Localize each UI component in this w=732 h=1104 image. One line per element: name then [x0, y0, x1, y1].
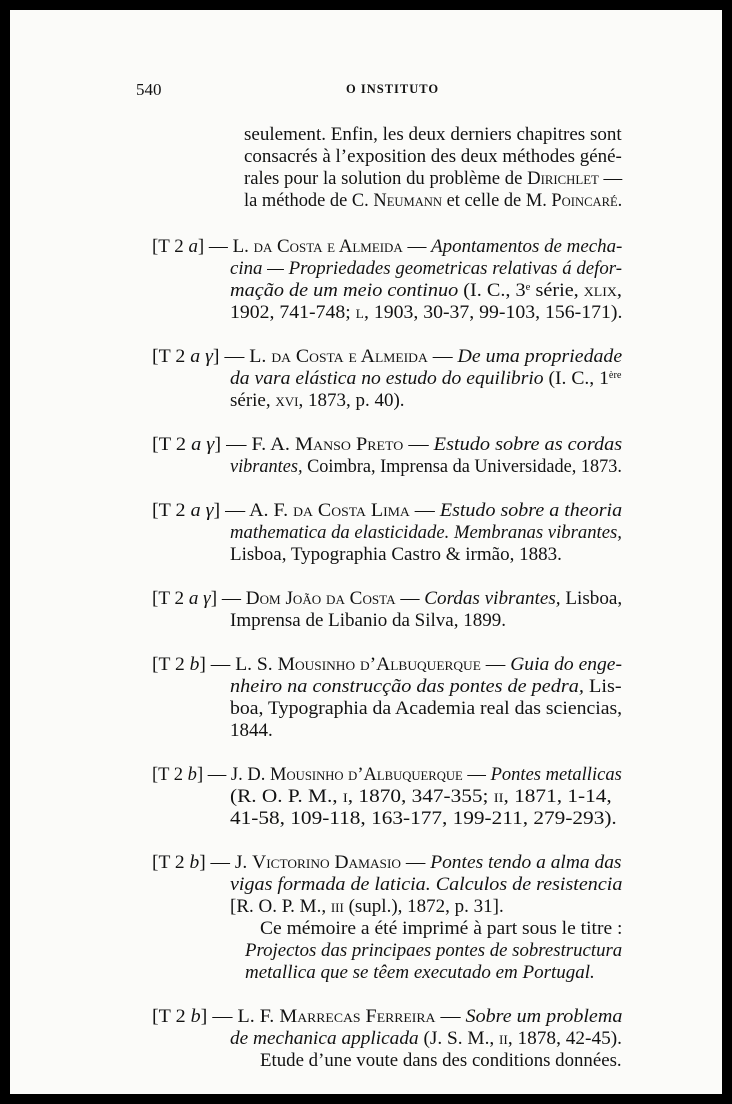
text-line: [152, 236, 622, 258]
text-run: iii: [330, 896, 344, 917]
text-run: , 1871, 1-14,: [503, 786, 612, 807]
text-run: —: [401, 852, 431, 873]
text-run: [T 2: [152, 764, 188, 785]
text-run: , 1878, 42-45).: [507, 1028, 622, 1049]
text-run: ] — L. F.: [200, 1006, 280, 1027]
text-run: seulement. Enfin, les deux derniers chapitres sont: [244, 124, 622, 145]
text-run: —: [409, 500, 440, 521]
text-run: —: [598, 168, 623, 189]
text-run: da Costa Lima: [293, 500, 410, 521]
text-run: ii: [493, 786, 504, 807]
text-run: la méthode de C.: [244, 190, 374, 211]
text-run: 1902, 741-748;: [230, 302, 356, 323]
text-run: Apontamentos de mecha-: [431, 236, 623, 257]
text-line: [230, 544, 562, 566]
text-line: [152, 434, 622, 456]
text-line: [230, 786, 612, 808]
text-run: [T 2: [152, 236, 189, 257]
text-run: Dom João da Costa: [245, 588, 396, 609]
text-run: Neumann: [373, 190, 442, 211]
text-run: Dirichlet: [527, 168, 599, 189]
text-line: [245, 962, 595, 984]
text-line: [260, 918, 622, 940]
text-run: mathematica da elasticidade. Membranas vibrantes,: [230, 522, 622, 543]
text-line: [230, 522, 622, 544]
text-run: —: [395, 588, 425, 609]
text-line: [244, 146, 622, 168]
page-header: [136, 80, 586, 104]
text-line: [230, 302, 622, 324]
text-run: ] —: [210, 588, 246, 609]
text-run: Manso Preto: [295, 434, 404, 455]
text-run: boa, Typographia da Academia real das sciencias,: [230, 698, 623, 719]
text-run: [R. O. P. M.,: [230, 896, 331, 917]
text-run: e: [525, 282, 531, 293]
text-run: metallica que se têem executado em Portugal.: [245, 962, 595, 983]
text-run: —: [427, 346, 458, 367]
text-line: [230, 698, 622, 720]
text-run: (supl.), 1872, p. 31].: [343, 896, 504, 917]
text-line: [230, 896, 504, 918]
text-run: 1844.: [230, 720, 273, 741]
text-run: da Costa e Almeida: [271, 346, 428, 367]
text-run: [T 2: [152, 654, 190, 675]
text-line: [152, 346, 622, 368]
text-line: [230, 874, 622, 896]
text-run: Estudo sobre as cordas: [433, 434, 623, 455]
text-run: cina — Propriedades geometricas relativas á defor-: [230, 258, 623, 279]
text-run: ] — L.: [212, 346, 272, 367]
text-run: da vara elástica no estudo do equilibrio: [230, 368, 544, 389]
text-run: (R. O. P. M.,: [230, 786, 343, 807]
text-run: Lisboa, Typographia Castro & irmão, 1883.: [230, 544, 562, 565]
text-run: ] — J.: [199, 852, 253, 873]
text-run: Etude d’une voute dans des conditions données.: [260, 1050, 622, 1071]
text-run: (I. C., 3: [458, 280, 526, 301]
text-run: a γ: [190, 346, 213, 367]
text-run: , 1870, 347-355;: [347, 786, 494, 807]
text-run: Lis-: [583, 676, 622, 697]
text-line: [230, 456, 622, 478]
text-run: ii: [499, 1028, 508, 1049]
text-run: série,: [530, 280, 584, 301]
text-run: vigas formada de laticia. Calculos de resistencia: [230, 874, 623, 895]
text-line: [230, 1028, 622, 1050]
text-run: et celle de M.: [441, 190, 552, 211]
text-run: b: [189, 852, 200, 873]
text-line: [152, 764, 622, 786]
text-run: a γ: [190, 500, 214, 521]
text-run: 41-58, 109-118, 163-177, 199-211, 279-293).: [230, 808, 617, 829]
text-run: a γ: [188, 588, 211, 609]
text-run: Imprensa de Libanio da Silva, 1899.: [230, 610, 506, 631]
text-run: de mechanica applicada: [230, 1028, 419, 1049]
text-run: ] — J. D.: [196, 764, 271, 785]
text-run: Poincaré: [551, 190, 618, 211]
text-run: Mousinho d’Albuquerque: [270, 764, 463, 785]
text-run: nheiro na construcção das pontes de pedra,: [230, 676, 584, 697]
text-run: a γ: [191, 434, 215, 455]
text-run: Victorino Damasio: [252, 852, 402, 873]
text-run: consacrés à l’exposition des deux méthodes géné-: [244, 146, 622, 167]
text-run: Cordas vibrantes,: [424, 588, 561, 609]
text-run: série,: [230, 390, 276, 411]
text-run: Estudo sobre a theoria: [439, 500, 623, 521]
text-run: b: [187, 764, 197, 785]
text-run: Pontes metallicas: [490, 764, 622, 785]
text-line: [152, 654, 622, 676]
text-line: [230, 808, 617, 830]
text-run: Marrecas Ferreira: [279, 1006, 436, 1027]
text-run: [T 2: [152, 588, 189, 609]
text-run: (I. C., 1: [543, 368, 609, 389]
text-run: De uma propriedade: [457, 346, 623, 367]
text-line: [244, 190, 622, 212]
text-run: [T 2: [152, 1006, 191, 1027]
text-run: ,: [616, 280, 622, 301]
text-run: [T 2: [152, 434, 192, 455]
text-line: [152, 500, 622, 522]
text-run: Lisboa,: [560, 588, 623, 609]
text-run: .: [617, 190, 623, 211]
text-run: ère: [608, 370, 622, 381]
text-run: ] — L.: [197, 236, 254, 257]
text-line: [230, 280, 622, 302]
text-line: [230, 720, 273, 742]
text-line: [152, 588, 622, 610]
page-number: 540: [136, 80, 162, 99]
text-run: b: [190, 1006, 201, 1027]
text-line: [245, 940, 622, 962]
text-run: —: [480, 654, 511, 675]
text-run: xvi: [275, 390, 299, 411]
text-run: [T 2: [152, 500, 191, 521]
text-run: , 1903, 30-37, 99-103, 156-171).: [363, 302, 623, 323]
text-run: —: [435, 1006, 466, 1027]
text-run: —: [403, 434, 434, 455]
text-run: , 1873, p. 40).: [298, 390, 405, 411]
text-run: [T 2: [152, 346, 191, 367]
text-run: b: [189, 654, 200, 675]
text-run: rales pour la solution du problème de: [244, 168, 528, 189]
text-run: ] — F. A.: [214, 434, 296, 455]
text-line: [230, 676, 622, 698]
text-line: [152, 1006, 622, 1028]
text-run: ] — A. F.: [213, 500, 294, 521]
text-run: vibrantes,: [230, 456, 303, 477]
text-line: [244, 124, 622, 146]
text-run: Ce mémoire a été imprimé à part sous le titre :: [260, 918, 623, 939]
text-run: mação de um meio continuo: [230, 280, 459, 301]
text-run: ] — L. S.: [199, 654, 278, 675]
text-run: xlix: [583, 280, 617, 301]
text-run: Coimbra, Imprensa da Universidade, 1873.: [302, 456, 622, 477]
text-run: i: [342, 786, 348, 807]
text-run: —: [402, 236, 432, 257]
text-run: Pontes tendo a alma das: [430, 852, 622, 873]
text-run: Guia do enge-: [510, 654, 622, 675]
text-run: [T 2: [152, 852, 190, 873]
text-line: [230, 610, 506, 632]
running-title: O INSTITUTO: [346, 82, 440, 96]
text-run: l: [355, 302, 364, 323]
text-run: a: [188, 236, 198, 257]
text-run: —: [462, 764, 491, 785]
text-line: [230, 368, 622, 390]
text-line: [230, 390, 405, 412]
text-run: (J. S. M.,: [418, 1028, 500, 1049]
text-line: [152, 852, 622, 874]
text-line: [244, 168, 622, 190]
text-run: Sobre um problema: [465, 1006, 623, 1027]
text-line: [260, 1050, 622, 1072]
text-run: da Costa e Almeida: [253, 236, 403, 257]
text-run: Mousinho d’Albuquerque: [277, 654, 481, 675]
text-run: Projectos das principaes pontes de sobrestructura: [245, 940, 623, 961]
text-line: [230, 258, 622, 280]
